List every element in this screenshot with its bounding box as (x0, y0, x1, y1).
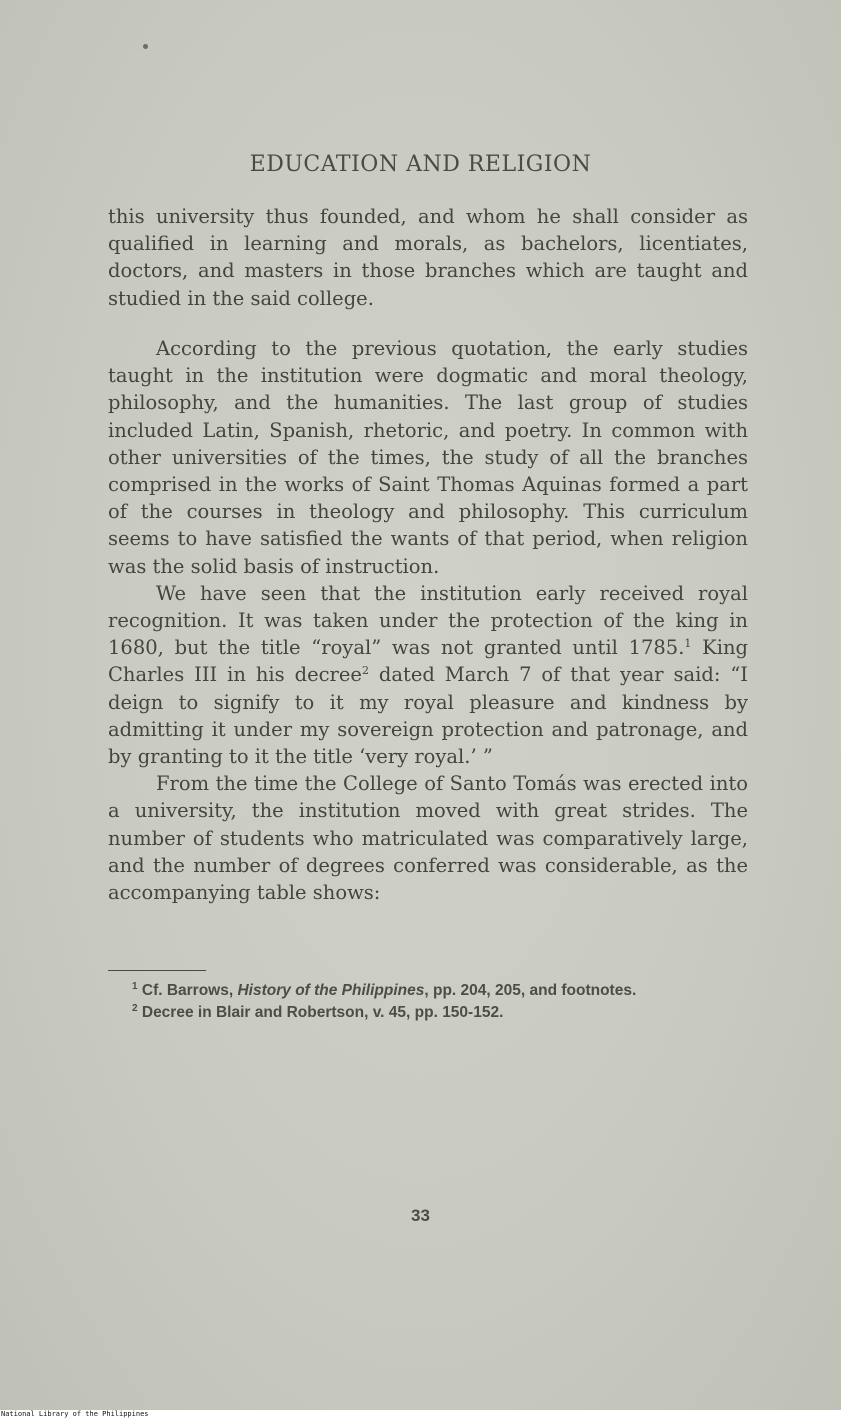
footnote-divider (108, 970, 206, 971)
footnote-ref-2: 2 (361, 664, 369, 678)
running-title: EDUCATION AND RELIGION (249, 152, 592, 177)
footnote-2-text: Decree in Blair and Robertson, v. 45, pp. 150-152. (137, 1004, 504, 1021)
footnote-1-text-b: , pp. 204, 205, and footnotes. (424, 982, 637, 999)
paragraph-continuation: this university thus founded, and whom he shall consider as qualified in learning and morals, as bachelors, licentiates, doctors, and masters in those branches which are taught and studied in the said college. (108, 205, 748, 310)
royal-text-c: dated March 7 of that year said: “I deign to signify to it my royal pleasure and kindness by admitting it under my sovereign protection and patronage, and by granting to it the title ‘very royal.’ ” (108, 663, 748, 769)
footnote-1 (108, 982, 748, 1000)
royal-text-b: King Charles III in his decree (108, 636, 749, 687)
scan-credit-strip (0, 1410, 841, 1418)
text-block-continuation (108, 203, 748, 312)
royal-text-a: We have seen that the institution early received royal recognition. It was taken under the protection of the king in 1680, but the title “royal” was not granted until 1785. (108, 581, 748, 660)
footnote-ref-1: 1 (684, 637, 692, 651)
footnote-1-marker: 1 (132, 981, 138, 992)
footnote-2 (108, 1004, 748, 1022)
paragraph-curriculum: According to the previous quotation, the early studies taught in the institution were dogmatic and moral theology, philosophy, and the humanities. The last group of studies included Latin, Spanish, rhetoric, and poetry. In common with other universities of the times, the study of all the branches comprised in the works of Saint Thomas Aquinas formed a part of the courses in theology and philosophy. This curriculum seems to have satisfied the wants of that period, when religion was the solid basis of instruction. (108, 337, 748, 578)
footnote-1-text-a: Cf. Barrows, (137, 982, 238, 999)
paragraph-university-growth: From the time the College of Santo Tomás was erected into a university, the institution moved with great strides. The number of students who matriculated was comparatively large, and the number of degrees conferred was considerable, as the accompanying table shows: (108, 772, 748, 905)
scan-credit-text: National Library of the Philippines (1, 1410, 149, 1418)
paper-speck (143, 44, 148, 49)
footnote-2-marker: 2 (132, 1003, 138, 1014)
text-block-main (108, 335, 748, 906)
footnote-1-book-title: History of the Philippines (237, 982, 425, 999)
paragraph-royal-recognition (108, 580, 748, 770)
footnotes (108, 982, 748, 1022)
page-number: 33 (411, 1206, 430, 1225)
